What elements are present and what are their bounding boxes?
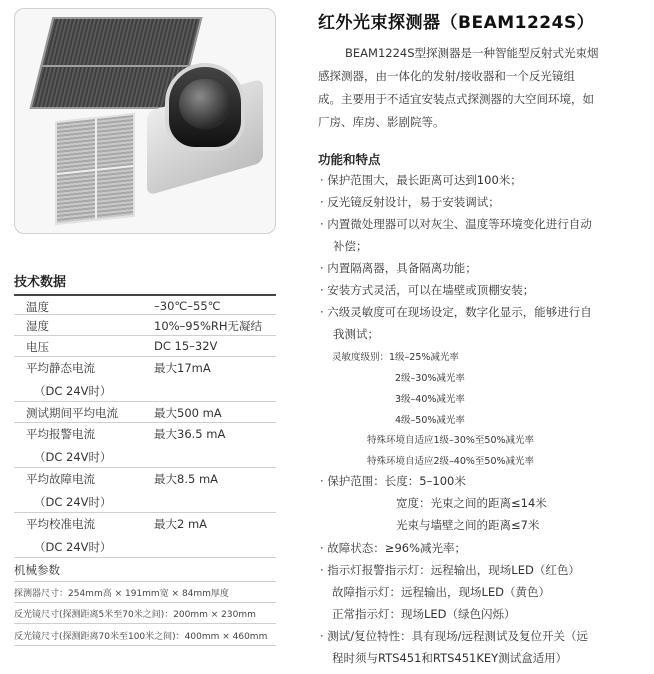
feature-line: · 反光镜反射设计，易于安装调试； xyxy=(320,195,500,209)
feature-line: 程时须与RTS451和RTS451KEY测试盒适用） xyxy=(332,651,568,665)
features-title: 功能和特点 xyxy=(318,152,381,167)
table-row xyxy=(14,294,276,315)
feature-line: · 内置隔离器，具备隔离功能； xyxy=(320,261,477,275)
product-intro xyxy=(318,42,628,134)
feature-line: · 保护范围大，最长距离可达到100米； xyxy=(320,173,522,187)
row-value: 最大2 mA xyxy=(154,517,208,531)
row-label: 湿度 xyxy=(26,319,49,333)
row-value: 最大17mA xyxy=(154,361,211,375)
row-label: 电压 xyxy=(26,340,49,354)
row-label: 温度 xyxy=(26,300,49,314)
feature-line: 宽度：光束之间的距离≤14米 xyxy=(396,496,547,510)
table-row xyxy=(14,315,276,336)
product-photo xyxy=(14,8,276,234)
row-value: 最大8.5 mA xyxy=(154,472,219,486)
mechanical-param: 反光镜尺寸(探测距离70米至100米之间)：400mm × 460mm xyxy=(14,632,268,642)
row-sublabel: （DC 24V时） xyxy=(34,495,112,509)
table-row xyxy=(14,402,276,423)
intro-line: 成。主要用于不适宜安装点式探测器的大空间环境，如 xyxy=(318,92,594,106)
row-value: 10%–95%RH无凝结 xyxy=(154,319,263,333)
row-label: 平均校准电流 xyxy=(26,517,95,531)
row-label: 测试期间平均电流 xyxy=(26,406,118,420)
table-row xyxy=(14,513,276,558)
row-sublabel: （DC 24V时） xyxy=(34,384,112,398)
product-title: 红外光束探测器（BEAM1224S） xyxy=(318,13,595,33)
divider xyxy=(14,623,276,624)
table-row xyxy=(14,357,276,402)
row-label: 平均故障电流 xyxy=(26,472,95,486)
divider xyxy=(14,645,276,646)
mechanical-params-title: 机械参数 xyxy=(14,563,60,577)
row-value: 最大500 mA xyxy=(154,406,222,420)
row-label: 平均报警电流 xyxy=(26,427,95,441)
sensitivity-level: 灵敏度级别：1级–25%减光率 xyxy=(332,352,459,363)
row-value: 最大36.5 mA xyxy=(154,427,226,441)
feature-line: · 六级灵敏度可在现场设定，数字化显示，能够进行自 xyxy=(320,305,592,319)
sensitivity-level: 2级–30%减光率 xyxy=(395,373,465,384)
feature-line: 故障指示灯：远程输出，现场LED（黄色） xyxy=(332,585,551,599)
sensitivity-level: 特殊环境自适应1级–30%至50%减光率 xyxy=(367,435,535,446)
row-value: –30℃–55℃ xyxy=(154,299,221,313)
detector-lens-image xyxy=(179,79,231,129)
feature-line: 正常指示灯：现场LED（绿色闪烁） xyxy=(332,607,516,621)
table-row xyxy=(14,423,276,468)
feature-line: · 内置微处理器可以对灰尘、温度等环境变化进行自动 xyxy=(320,217,592,231)
mechanical-param: 探测器尺寸：254mm高 × 191mm宽 × 84mm厚度 xyxy=(14,589,229,599)
intro-line: 厂房、库房、影剧院等。 xyxy=(318,115,445,129)
sensitivity-level: 特殊环境自适应2级–40%至50%减光率 xyxy=(367,456,535,467)
table-row xyxy=(14,336,276,357)
row-sublabel: （DC 24V时） xyxy=(34,450,112,464)
intro-line: 感探测器，由一体化的发射/接收器和一个反光镜组 xyxy=(318,69,575,83)
row-value: DC 15–32V xyxy=(154,339,218,353)
mechanical-param: 反光镜尺寸(探测距离5米至70米之间)：200mm × 230mm xyxy=(14,610,256,620)
feature-line: · 故障状态：≥96%减光率； xyxy=(320,541,467,555)
tech-data-title: 技术数据 xyxy=(14,275,67,290)
feature-line: · 测试/复位特性：具有现场/远程测试及复位开关（远 xyxy=(320,629,589,643)
feature-line: 光束与墙壁之间的距离≤7米 xyxy=(396,518,540,532)
intro-line: BEAM1224S型探测器是一种智能型反射式光束烟 xyxy=(345,46,599,60)
feature-line: 补偿； xyxy=(333,239,368,253)
small-reflector-image xyxy=(55,113,135,225)
feature-line: · 保护范围：长度：5–100米 xyxy=(320,474,466,488)
divider xyxy=(14,581,276,582)
row-label: 平均静态电流 xyxy=(26,361,95,375)
feature-line: 我测试； xyxy=(333,327,379,341)
sensitivity-level: 3级–40%减光率 xyxy=(395,394,465,405)
feature-line: · 安装方式灵活，可以在墙壁或顶棚安装； xyxy=(320,283,535,297)
sensitivity-level: 4级–50%减光率 xyxy=(395,415,465,426)
table-row xyxy=(14,468,276,513)
feature-line: · 指示灯报警指示灯：远程输出，现场LED（红色） xyxy=(320,563,580,577)
divider xyxy=(14,602,276,603)
detector-unit-image xyxy=(165,63,245,151)
row-sublabel: （DC 24V时） xyxy=(34,540,112,554)
tech-data-table xyxy=(14,294,276,558)
